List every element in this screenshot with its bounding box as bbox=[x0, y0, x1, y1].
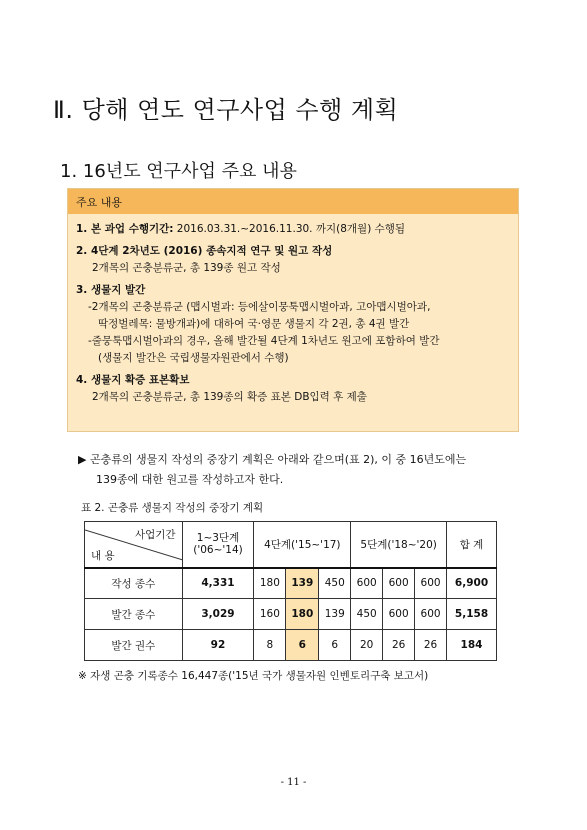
summary-item-1: 1. 본 과업 수행기간: 2016.03.31.~2016.11.30. 까지(8개월) 수행됨 bbox=[76, 223, 406, 235]
summary-item-2-text: 2개목의 곤충분류군, 총 139종 원고 작성 bbox=[92, 262, 281, 274]
summary-header: 주요 내용 bbox=[68, 189, 518, 214]
cell-sum: 184 bbox=[447, 630, 497, 661]
cell-sum: 5,158 bbox=[447, 599, 497, 630]
cell: 26 bbox=[415, 630, 447, 661]
chapter-title: Ⅱ. 당해 연도 연구사업 수행 계획 bbox=[53, 96, 399, 124]
header-stage-5: 5단계('18~'20) bbox=[351, 522, 447, 568]
plan-paragraph bbox=[78, 450, 538, 490]
summary-item-4-text: 2개목의 곤충분류군, 총 139종의 확증 표본 DB입력 후 제출 bbox=[92, 391, 367, 403]
table-row bbox=[85, 599, 497, 630]
table-row bbox=[85, 568, 497, 599]
cell: 450 bbox=[351, 599, 383, 630]
cell-sum: 6,900 bbox=[447, 568, 497, 599]
cell: 6 bbox=[319, 630, 351, 661]
bullet-arrow-icon: ▶ bbox=[78, 453, 87, 466]
row-label: 발간 종수 bbox=[85, 599, 183, 630]
summary-item-3-line: 딱정벌레목: 물방개과)에 대하여 국·영문 생물지 각 2권, 총 4권 발간 bbox=[98, 318, 410, 330]
cell: 139 bbox=[319, 599, 351, 630]
table-caption: 표 2. 곤충류 생물지 작성의 중장기 계획 bbox=[81, 502, 264, 514]
page-number: - 11 - bbox=[280, 777, 307, 788]
footnote: ※ 자생 곤충 기록종수 16,447종('15년 국가 생물자원 인벤토리구축 보고서) bbox=[78, 670, 429, 682]
row-label: 작성 종수 bbox=[85, 568, 183, 599]
summary-box bbox=[67, 188, 519, 432]
cell: 3,029 bbox=[182, 599, 254, 630]
section-title: 1. 16년도 연구사업 주요 내용 bbox=[60, 161, 297, 182]
table-header-row bbox=[85, 522, 497, 568]
summary-item-3-line: -2개목의 곤충분류군 (맵시벌과: 등에살이뭉툭맵시벌아과, 고아맵시벌아과, bbox=[88, 301, 431, 313]
header-total: 합 계 bbox=[447, 522, 497, 568]
summary-item-2-head: 2. 4단계 2차년도 (2016) 종속지적 연구 및 원고 작성 bbox=[76, 245, 333, 257]
cell: 600 bbox=[415, 599, 447, 630]
cell: 600 bbox=[351, 568, 383, 599]
summary-item-3-line: -줄뭉툭맵시벌아과의 경우, 올해 발간될 4단계 1차년도 원고에 포함하여 발간 bbox=[88, 335, 440, 347]
cell-highlight: 6 bbox=[286, 630, 319, 661]
paragraph-line-2: 139종에 대한 원고를 작성하고자 한다. bbox=[96, 473, 284, 486]
cell: 26 bbox=[383, 630, 415, 661]
row-label: 발간 권수 bbox=[85, 630, 183, 661]
summary-item-3-head: 3. 생물지 발간 bbox=[76, 284, 146, 296]
summary-body bbox=[68, 214, 518, 406]
corner-label-content: 내 용 bbox=[91, 549, 115, 562]
cell: 600 bbox=[383, 568, 415, 599]
header-stage-1-3: 1~3단계 ('06~'14) bbox=[182, 522, 254, 568]
cell-highlight: 180 bbox=[286, 599, 319, 630]
cell: 8 bbox=[254, 630, 286, 661]
table-corner-cell bbox=[85, 522, 183, 568]
corner-label-period: 사업기간 bbox=[135, 529, 176, 541]
cell: 20 bbox=[351, 630, 383, 661]
cell: 4,331 bbox=[182, 568, 254, 599]
summary-item-3-line: (생물지 발간은 국립생물자원관에서 수행) bbox=[98, 352, 289, 364]
cell-highlight: 139 bbox=[286, 568, 319, 599]
cell: 92 bbox=[182, 630, 254, 661]
cell: 160 bbox=[254, 599, 286, 630]
paragraph-line-1: 곤충류의 생물지 작성의 중장기 계획은 아래와 같으며(표 2), 이 중 16년도에는 bbox=[89, 453, 467, 466]
plan-table bbox=[84, 521, 497, 661]
table-row bbox=[85, 630, 497, 661]
header-stage-4: 4단계('15~'17) bbox=[254, 522, 351, 568]
cell: 450 bbox=[319, 568, 351, 599]
cell: 600 bbox=[383, 599, 415, 630]
cell: 600 bbox=[415, 568, 447, 599]
cell: 180 bbox=[254, 568, 286, 599]
summary-item-4-head: 4. 생물지 확증 표본확보 bbox=[76, 374, 190, 386]
